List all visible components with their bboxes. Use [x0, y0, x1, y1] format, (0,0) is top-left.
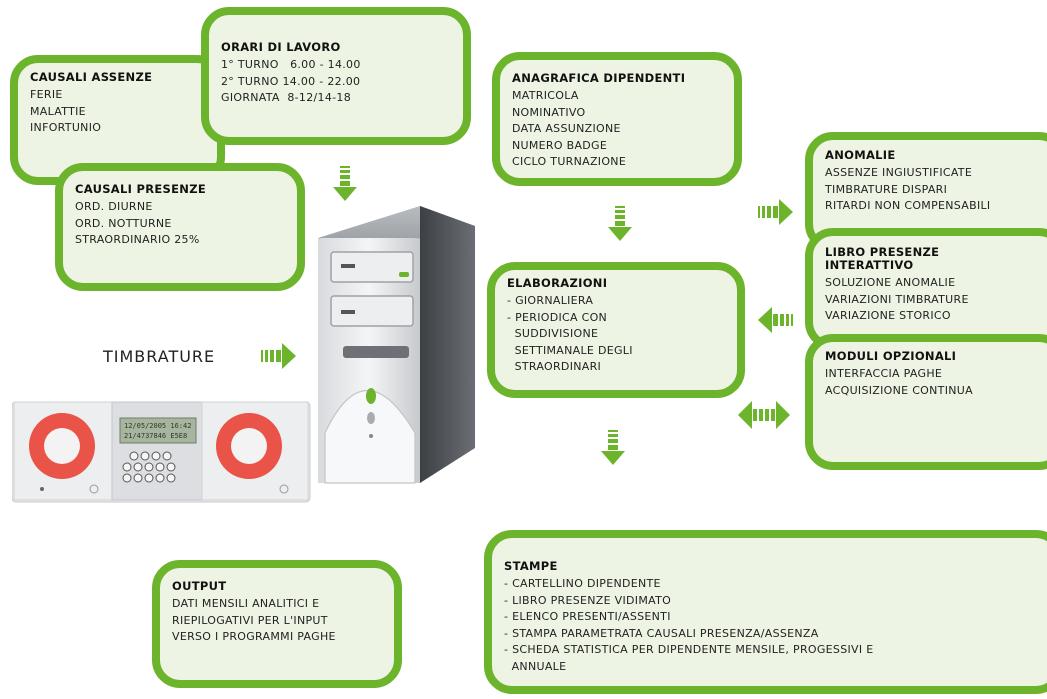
- anomalie-item: RITARDI NON COMPENSABILI: [825, 199, 991, 212]
- anagrafica-item: NUMERO BADGE: [512, 138, 608, 152]
- causali-assenze-item: INFORTUNIO: [30, 121, 102, 134]
- stampe-item: - ELENCO PRESENTI/ASSENTI: [504, 610, 671, 623]
- elaborazioni-item: SUDDIVISIONE: [507, 327, 599, 340]
- arrow-down-icon: [607, 206, 633, 242]
- moduli-opzionali-box: [805, 334, 1047, 470]
- orari-lavoro-box: [201, 7, 471, 145]
- libro-presenze-item: VARIAZIONI TIMBRATURE: [825, 292, 969, 306]
- anomalie-item: TIMBRATURE DISPARI: [825, 182, 948, 196]
- arrow-right-icon: [758, 198, 794, 226]
- elaborazioni-item: - GIORNALIERA: [507, 294, 594, 307]
- output-box: [152, 560, 402, 688]
- output-item: VERSO I PROGRAMMI PAGHE: [172, 630, 336, 643]
- causali-presenze-item: STRAORDINARIO 25%: [75, 233, 200, 246]
- causali-presenze-item: ORD. DIURNE: [75, 200, 153, 213]
- anagrafica-item: NOMINATIVO: [512, 105, 586, 119]
- libro-presenze-item: SOLUZIONE ANOMALIE: [825, 276, 956, 289]
- anagrafica-title: ANAGRAFICA DIPENDENTI: [512, 71, 686, 85]
- causali-presenze-item: ORD. NOTTURNE: [75, 216, 172, 230]
- arrow-bidirectional-icon: [738, 400, 790, 430]
- elaborazioni-item: - PERIODICA CON: [507, 310, 608, 324]
- causali-assenze-item: MALATTIE: [30, 104, 86, 118]
- arrow-down-icon: [600, 430, 626, 466]
- orari-lavoro-item: GIORNATA 8-12/14-18: [221, 91, 351, 104]
- stampe-title: STAMPE: [504, 559, 558, 573]
- elaborazioni-item: SETTIMANALE DEGLI: [507, 343, 633, 357]
- anagrafica-item: CICLO TURNAZIONE: [512, 155, 627, 168]
- arrow-down-icon: [332, 166, 358, 202]
- output-item: DATI MENSILI ANALITICI E: [172, 597, 320, 610]
- terminal-lcd-line-1: 12/05/2005 16:42: [124, 422, 192, 430]
- anomalie-title: ANOMALIE: [825, 148, 896, 162]
- output-item: RIEPILOGATIVI PER L'INPUT: [172, 613, 328, 627]
- causali-assenze-item: FERIE: [30, 88, 63, 101]
- stampe-item: - STAMPA PARAMETRATA CAUSALI PRESENZA/ASSENZA: [504, 626, 819, 640]
- orari-lavoro-item: 2° TURNO 14.00 - 22.00: [221, 74, 361, 88]
- attendance-terminal-icon: [12, 400, 312, 505]
- stampe-item: - LIBRO PRESENZE VIDIMATO: [504, 593, 672, 607]
- anagrafica-box: [492, 52, 742, 186]
- anomalie-item: ASSENZE INGIUSTIFICATE: [825, 166, 973, 179]
- arrow-left-icon: [757, 306, 793, 334]
- stampe-item: - CARTELLINO DIPENDENTE: [504, 577, 661, 590]
- libro-presenze-title-2: INTERATTIVO: [825, 258, 914, 272]
- orari-lavoro-item: 1° TURNO 6.00 - 14.00: [221, 58, 361, 71]
- arrow-right-icon: [261, 342, 297, 370]
- stampe-item: - SCHEDA STATISTICA PER DIPENDENTE MENSILE, PROGESSIVI E: [504, 643, 874, 656]
- causali-presenze-title: CAUSALI PRESENZE: [75, 182, 207, 196]
- anagrafica-item: DATA ASSUNZIONE: [512, 122, 621, 135]
- causali-presenze-box: [55, 163, 305, 291]
- server-tower-icon: [315, 198, 480, 490]
- stampe-box: [484, 530, 1047, 694]
- causali-assenze-title: CAUSALI ASSENZE: [30, 70, 153, 84]
- libro-presenze-title: LIBRO PRESENZE: [825, 245, 940, 259]
- moduli-opzionali-item: ACQUISIZIONE CONTINUA: [825, 383, 973, 397]
- terminal-lcd-line-2: 21/4737846 E5E8: [124, 432, 188, 440]
- elaborazioni-item: STRAORDINARI: [507, 360, 602, 373]
- moduli-opzionali-item: INTERFACCIA PAGHE: [825, 367, 943, 380]
- stampe-item: ANNUALE: [504, 659, 567, 673]
- libro-presenze-box: [805, 228, 1047, 350]
- elaborazioni-box: [487, 262, 745, 398]
- elaborazioni-title: ELABORAZIONI: [507, 276, 608, 290]
- timbrature-label: TIMBRATURE: [103, 347, 216, 366]
- orari-lavoro-title: ORARI DI LAVORO: [221, 40, 341, 54]
- anagrafica-item: MATRICOLA: [512, 89, 579, 102]
- moduli-opzionali-title: MODULI OPZIONALI: [825, 349, 957, 363]
- output-title: OUTPUT: [172, 579, 227, 593]
- libro-presenze-item: VARIAZIONE STORICO: [825, 309, 951, 322]
